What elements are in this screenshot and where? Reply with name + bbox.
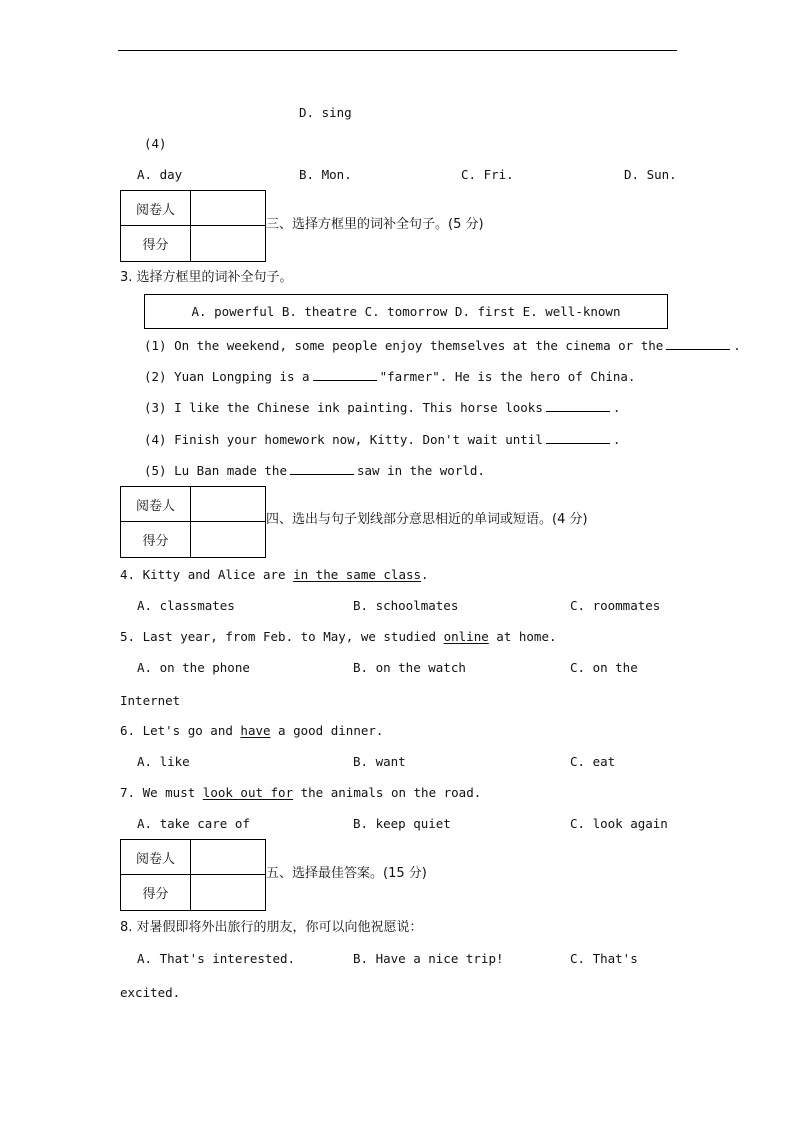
q3-item-5-pre: (5) Lu Ban made the	[144, 463, 287, 478]
q3-item-1-pre: (1) On the weekend, some people enjoy themselves at the cinema or the	[144, 338, 664, 353]
answer-blank[interactable]	[546, 432, 610, 444]
q3-item-5-post: saw in the world.	[357, 463, 485, 478]
q3-item-4-pre: (4) Finish your homework now, Kitty. Don't wait until	[144, 432, 543, 447]
word-box-text: A. powerful B. theatre C. tomorrow D. first E. well-known	[191, 304, 621, 319]
option-d-sing: D. sing	[299, 105, 352, 120]
q7-option-c: C. look again	[570, 816, 668, 831]
section-heading-4: 四、选出与句子划线部分意思相近的单词或短语。(4 分)	[266, 512, 588, 527]
reviewer-label: 阅卷人	[121, 487, 191, 522]
q3-item-3	[144, 400, 620, 416]
q3-item-4	[144, 432, 620, 448]
score-field[interactable]	[191, 875, 265, 910]
score-field[interactable]	[191, 226, 265, 261]
q8-option-b: B. Have a nice trip!	[353, 951, 504, 966]
option-a: A. day	[137, 167, 183, 182]
q5-option-a: A. on the phone	[137, 660, 250, 675]
question-number: (4)	[144, 136, 167, 151]
q3-item-1-post: .	[733, 338, 741, 353]
option-b: B. Mon.	[299, 167, 352, 182]
q8-option-a: A. That's interested.	[137, 951, 296, 966]
question-4	[120, 567, 429, 583]
q3-item-5	[144, 463, 485, 479]
q7-text-end: the animals on the road.	[293, 785, 482, 800]
question-5	[120, 629, 557, 645]
question-6	[120, 723, 383, 739]
q7-option-a: A. take care of	[137, 816, 250, 831]
reviewer-field[interactable]	[191, 191, 265, 226]
q3-item-3-pre: (3) I like the Chinese ink painting. This horse looks	[144, 400, 543, 415]
q5-option-c: C. on the	[570, 660, 638, 675]
q4-option-c: C. roommates	[570, 598, 661, 613]
q5-option-b: B. on the watch	[353, 660, 466, 675]
q7-option-b: B. keep quiet	[353, 816, 451, 831]
score-table	[120, 839, 266, 911]
reviewer-label: 阅卷人	[121, 840, 191, 875]
q3-item-2-pre: (2) Yuan Longping is a	[144, 369, 310, 384]
q6-option-b: B. want	[353, 754, 406, 769]
q8-option-c: C. That's	[570, 951, 638, 966]
answer-blank[interactable]	[546, 400, 610, 412]
q8-option-c-cont: excited.	[120, 985, 181, 1000]
q6-option-a: A. like	[137, 754, 190, 769]
q4-option-b: B. schoolmates	[353, 598, 459, 613]
word-box	[144, 294, 668, 329]
q3-item-3-post: .	[612, 400, 621, 415]
q3-item-4-post: .	[612, 432, 621, 447]
q3-item-2	[144, 369, 635, 385]
score-label: 得分	[121, 226, 191, 261]
q4-text-end: .	[421, 567, 429, 582]
q6-option-c: C. eat	[570, 754, 616, 769]
section-heading-5: 五、选择最佳答案。(15 分)	[266, 866, 427, 881]
question-3-title: 3. 选择方框里的词补全句子。	[120, 270, 293, 285]
header-rule	[118, 50, 677, 51]
score-label: 得分	[121, 875, 191, 910]
q3-item-1	[144, 338, 741, 354]
section-heading-3: 三、选择方框里的词补全句子。(5 分)	[266, 217, 484, 232]
reviewer-field[interactable]	[191, 487, 265, 522]
q7-text: 7. We must	[120, 785, 203, 800]
q7-underlined: look out for	[202, 785, 294, 800]
q4-text: 4. Kitty and Alice are	[120, 567, 294, 582]
score-field[interactable]	[191, 522, 265, 557]
reviewer-label: 阅卷人	[121, 191, 191, 226]
score-table	[120, 190, 266, 262]
q5-text-end: at home.	[488, 629, 557, 644]
q6-text: 6. Let's go and	[120, 723, 241, 738]
q5-option-c-cont: Internet	[120, 693, 181, 708]
option-d: D. Sun.	[624, 167, 677, 182]
q4-option-a: A. classmates	[137, 598, 235, 613]
q6-underlined: have	[240, 723, 271, 738]
option-c: C. Fri.	[461, 167, 514, 182]
question-8-title: 8. 对暑假即将外出旅行的朋友，你可以向他祝愿说：	[120, 920, 423, 935]
answer-blank[interactable]	[666, 338, 730, 350]
q3-item-2-post: "farmer". He is the hero of China.	[379, 369, 636, 384]
q5-text: 5. Last year, from Feb. to May, we studied	[120, 629, 444, 644]
q6-text-end: a good dinner.	[270, 723, 384, 738]
score-table	[120, 486, 266, 558]
q4-underlined: in the same class	[293, 567, 422, 582]
answer-blank[interactable]	[290, 463, 354, 475]
score-label: 得分	[121, 522, 191, 557]
answer-blank[interactable]	[313, 369, 377, 381]
reviewer-field[interactable]	[191, 840, 265, 875]
question-7	[120, 785, 481, 801]
q5-underlined: online	[443, 629, 489, 644]
